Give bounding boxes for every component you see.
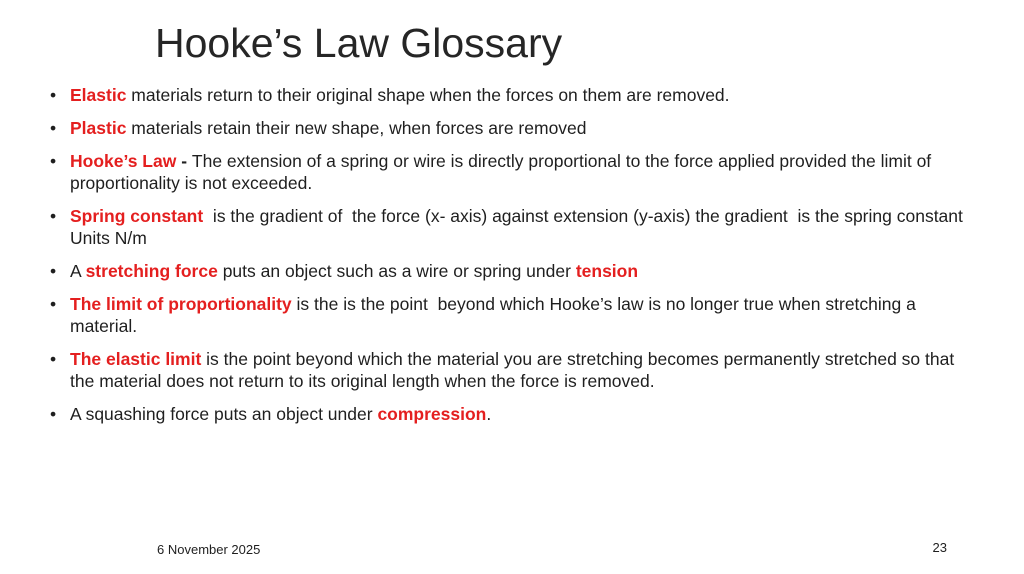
term-elastic: Elastic bbox=[70, 85, 127, 105]
definition-limit-of-proportionality: is the is the point beyond which Hooke’s law is no longer true when stretching a material. bbox=[70, 294, 921, 336]
term-limit-of-proportionality: The limit of proportionality bbox=[70, 294, 292, 314]
definition-elastic: materials return to their original shape when the forces on them are removed. bbox=[126, 85, 730, 105]
bullet-item-hookes-law bbox=[48, 150, 968, 194]
definition-stretching-force: puts an object such as a wire or spring under bbox=[217, 261, 576, 281]
definition-spring-constant: is the gradient of the force (x- axis) against extension (y-axis) the gradient is the spring constant Units N/m bbox=[70, 206, 968, 248]
prefix-stretching-force: A bbox=[70, 261, 86, 281]
bullet-item-elastic-limit bbox=[48, 348, 968, 392]
term-compression: compression bbox=[377, 404, 487, 424]
prefix-compression: A squashing force puts an object under bbox=[70, 404, 378, 424]
term-spring-constant: Spring constant bbox=[70, 206, 204, 226]
term-hookes-law: Hooke’s Law bbox=[70, 151, 177, 171]
definition-hookes-law: The extension of a spring or wire is directly proportional to the force applied provided the limit of proportionality is not exceeded. bbox=[70, 151, 932, 193]
bullet-dot: • bbox=[50, 294, 57, 314]
bullet-item-compression bbox=[48, 403, 968, 425]
footer-date: 6 November 2025 bbox=[157, 542, 261, 557]
term-stretching-force: stretching force bbox=[85, 261, 218, 281]
bullet-dot: • bbox=[50, 404, 57, 424]
bullet-item-elastic bbox=[48, 84, 968, 106]
term-tension: tension bbox=[575, 261, 639, 281]
bullet-dot: • bbox=[50, 118, 57, 138]
bullet-dot: • bbox=[50, 261, 57, 281]
slide-title: Hooke’s Law Glossary bbox=[155, 20, 563, 66]
definition-plastic: materials retain their new shape, when forces are removed bbox=[126, 118, 587, 138]
term-plastic: Plastic bbox=[70, 118, 127, 138]
bullet-list bbox=[48, 84, 968, 436]
bullet-dot: • bbox=[50, 206, 57, 226]
bullet-dot: • bbox=[50, 85, 57, 105]
term-elastic-limit: The elastic limit bbox=[70, 349, 202, 369]
bullet-item-spring-constant bbox=[48, 205, 968, 249]
bullet-item-limit-of-proportionality bbox=[48, 293, 968, 337]
bullet-item-stretching-force bbox=[48, 260, 968, 282]
footer-page-number: 23 bbox=[932, 540, 947, 555]
definition-elastic-limit: is the point beyond which the material you are stretching becomes permanently stretched so that the material does not return to its original length when the force is removed. bbox=[70, 349, 955, 391]
bullet-item-plastic bbox=[48, 117, 968, 139]
term-separator: - bbox=[176, 151, 192, 171]
suffix-compression: . bbox=[486, 404, 492, 424]
bullet-dot: • bbox=[50, 349, 57, 369]
bullet-dot: • bbox=[50, 151, 57, 171]
